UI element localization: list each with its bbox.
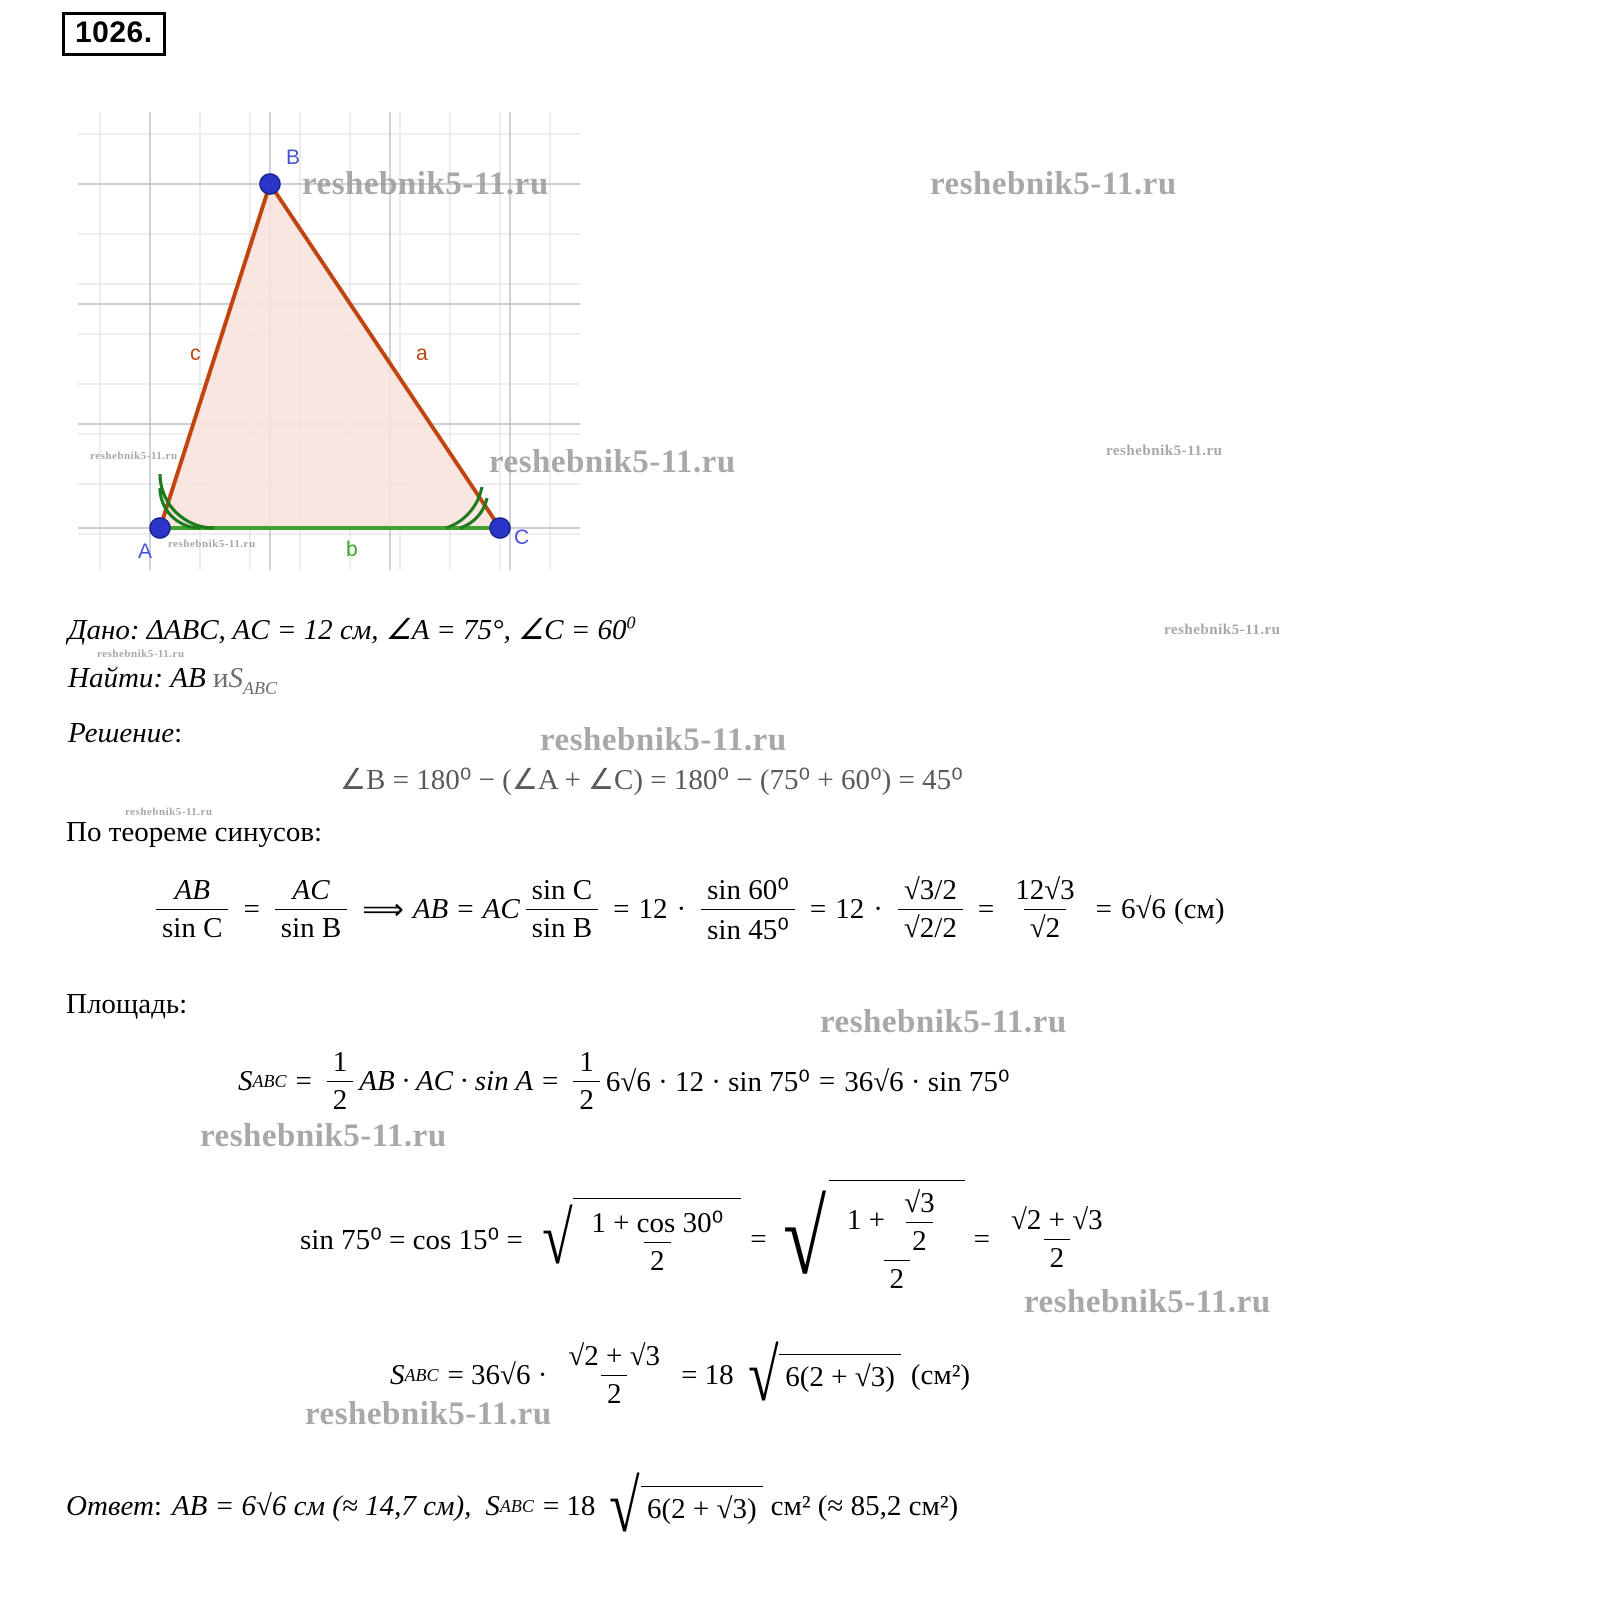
watermark: reshebnik5-11.ru [302,166,549,202]
watermark: reshebnik5-11.ru [1024,1284,1271,1320]
find-label: Найти [68,662,154,694]
radical-2 [776,1180,965,1298]
vertex-label-b: B [286,146,301,169]
radical-sign: √ [782,1180,826,1297]
final-units: (см²) [910,1359,971,1391]
final-equals-2: = 18 [681,1359,734,1391]
find-s: S [228,662,244,694]
side-label-b: b [346,538,358,561]
radical-sign: √ [609,1465,640,1547]
frac-root2plusroot3-2: $\frac{√2 + √3}{2}$ [1011,1203,1103,1274]
radical-sign: √ [747,1333,779,1416]
ab-term: AB [412,893,449,925]
answer-equals: = 18 [542,1490,596,1523]
watermark: reshebnik5-11.ru [930,166,1177,202]
ab-ac-sina: AB · AC · sin A [359,1065,534,1097]
frac-root3-root2: $\frac{√3/2}{√2/2}$ [898,874,963,945]
area-values: 6√6 · 12 · sin 75⁰ [605,1066,810,1098]
vertex-a [150,518,170,538]
area-equals-2: = [542,1065,559,1097]
dot-1: · [676,893,687,925]
frac-one-half-1: $\frac{1}{2}$ [327,1046,354,1117]
sin75-equation [300,1180,1115,1298]
frac-sinc-sinb: $\frac{\text{sin C}}{\text{sin B}}$ [526,874,598,945]
frac-1pluscos30-2: $\frac{\text{1 + cos 30⁰}}{2}$ [591,1207,724,1277]
find-line [68,662,277,699]
given-sup: 0 [626,612,636,633]
area-equals-1: = [295,1065,312,1097]
watermark: reshebnik5-11.ru [305,1396,552,1432]
triangle-figure [78,112,580,570]
frac-ab-sinc: $\frac{AB}{\text{sin C}}$ [156,874,228,945]
radical-final: √ 6(2 + √3) [743,1349,901,1402]
answer-label: Ответ [66,1490,154,1523]
given-text: : ΔABC, AC = 12 см, ∠A = 75°, ∠C = 60 [129,614,627,646]
side-label-c: c [190,342,201,365]
area-label: Площадь: [66,988,188,1020]
sine-theorem-equation [150,872,1224,947]
equals-5: = [977,893,995,925]
final-equals-1: = 36√6 · [447,1359,548,1391]
answer-ab: AB = 6√6 см (≈ 14,7 см), [171,1490,472,1523]
dot-2: · [873,893,883,925]
answer-s-subscript: ABC [499,1496,534,1517]
area-equation [238,1046,1010,1117]
vertex-c [490,518,510,538]
implies-arrow: ⟹ [362,894,404,926]
s-subscript: ABC [252,1071,287,1091]
frac-root3-2: $\frac{√3}{2}$ [904,1187,935,1257]
s-symbol-final: S [390,1359,405,1391]
sin75-lhs: sin 75⁰ = cos 15⁰ = [300,1223,523,1256]
triangle-fill [160,184,500,528]
one-plus: 1 + [846,1204,885,1237]
radical-sign: √ [541,1197,573,1280]
frac-ac-sinb: $\frac{AC}{\text{sin B}}$ [275,874,347,945]
frac-root2plusroot3-2-final: $\frac{√2 + √3}{2}$ [568,1340,661,1410]
watermark: reshebnik5-11.ru [1106,443,1223,459]
watermark: reshebnik5-11.ru [125,806,213,818]
find-and: и [212,662,229,694]
answer-units: см² (≈ 85,2 см²) [770,1490,959,1523]
watermark: reshebnik5-11.ru [168,538,256,550]
s-symbol: S [238,1065,253,1097]
answer-line [66,1465,959,1547]
watermark: reshebnik5-11.ru [820,1004,1067,1040]
side-label-a: a [416,342,428,365]
radical-1 [537,1198,741,1280]
area-result: 36√6 · sin 75⁰ [844,1066,1010,1098]
frac-12root3-root2: $\frac{12√3}{√2}$ [1015,874,1075,944]
twelve-1: 12 [638,893,668,925]
answer-colon: : [153,1490,162,1523]
equals-6: = [1095,893,1113,925]
final-area-equation [390,1333,971,1416]
sin75-equals-2: = [973,1222,990,1255]
equals-2: = [457,893,474,925]
sin75-equals-1: = [750,1222,767,1255]
angle-b-equation: ∠B = 180⁰ − (∠A + ∠C) = 180⁰ − (75⁰ + 60⁰) = 45⁰ [340,764,963,796]
find-s-sub: ABC [243,677,277,698]
ac-term: AC [482,893,520,925]
equals-1: = [243,893,260,925]
ab-units: (см) [1173,893,1225,925]
watermark: reshebnik5-11.ru [200,1118,447,1154]
vertex-b [260,174,280,194]
area-equals-3: = [818,1065,836,1097]
s-subscript-final: ABC [404,1365,439,1385]
equals-3: = [613,893,630,925]
vertex-label-c: C [514,526,530,549]
vertex-label-a: A [138,540,153,563]
watermark: reshebnik5-11.ru [1164,622,1281,638]
answer-s-symbol: S [485,1490,500,1523]
radical-answer: √ 6(2 + √3) [604,1480,762,1533]
frac-sin60-sin45: $\frac{\text{sin 60⁰}}{\text{sin 45⁰}}$ [701,872,795,947]
find-text: : AB [153,662,206,694]
given-line [68,612,636,647]
frac-1plusroot3over2-2: 1 + $\frac{√3}{2}$ 2 [841,1187,953,1296]
given-label: Дано [68,614,130,646]
solution-label: Решение: [68,717,183,749]
frac-one-half-2: $\frac{1}{2}$ [573,1046,600,1117]
twelve-2: 12 [835,893,865,925]
equals-4: = [809,893,827,925]
ab-result: 6√6 [1121,893,1166,925]
watermark: reshebnik5-11.ru [90,450,178,462]
triangle-svg [78,112,580,570]
problem-number: 1026. [62,12,166,56]
sine-theorem-label: По теореме синусов: [66,816,323,848]
watermark: reshebnik5-11.ru [489,444,736,480]
watermark: reshebnik5-11.ru [540,722,787,758]
watermark: reshebnik5-11.ru [97,648,185,660]
